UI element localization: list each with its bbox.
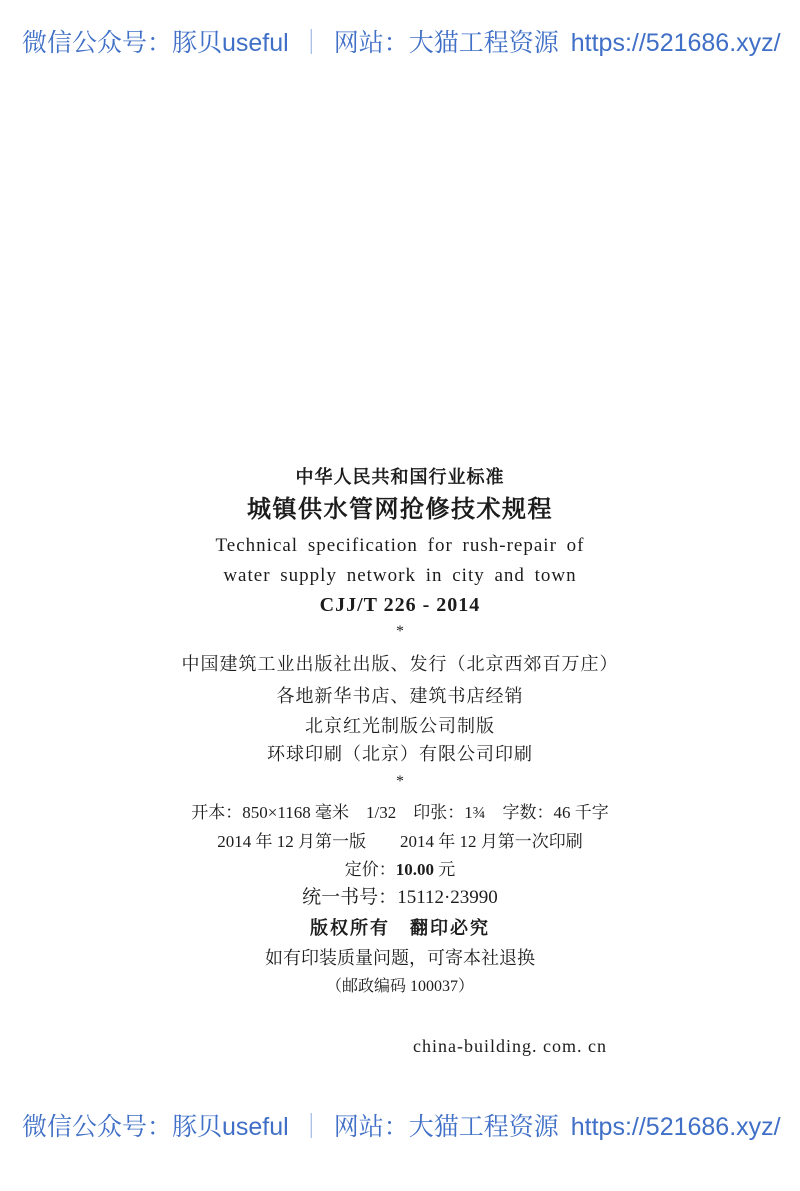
quality-return-notice: 如有印装质量问题，可寄本社退换 [265,948,535,968]
edition-spec-line: 2014 年 12 月第一版 2014 年 12 月第一次印刷 [217,832,583,851]
watermark-site-label: 网站：大猫工程资源 [333,1113,559,1141]
publisher-website: china-building. com. cn [413,1036,607,1056]
watermark-site-label: 网站：大猫工程资源 [333,29,559,57]
divider-star-bottom: * [396,773,404,790]
publisher-line: 中国建筑工业出版社出版、发行（北京西郊百万庄） [181,654,619,674]
isbn-line [0,886,800,910]
postal-code-line: （邮政编码 100037） [325,978,474,995]
platemaker-line: 北京红光制版公司制版 [305,716,495,736]
title-english-line1: Technical specification for rush-repair of [215,535,585,556]
price-value: 10.00 [395,860,434,879]
watermark-separator: ｜ [298,29,324,57]
standard-code: CJJ/T 226 - 2014 [319,594,481,616]
price-line [0,859,800,881]
title-english-line2: water supply network in city and town [223,565,577,586]
watermark-wechat-label: 微信公众号：豚贝useful [22,1113,289,1141]
isbn-label: 统一书号： [302,887,398,908]
divider-star-top: * [396,623,404,640]
distributor-line: 各地新华书店、建筑书店经销 [276,686,524,706]
watermark-wechat-label: 微信公众号：豚贝useful [22,29,289,57]
copyright-notice: 版权所有 翻印必究 [310,918,490,938]
watermark-url: https://521686.xyz/ [570,1113,781,1141]
price-unit: 元 [434,860,456,879]
format-spec-line: 开本：850×1168 毫米 1/32 印张：1¾ 字数：46 千字 [191,803,609,822]
standard-category-label: 中华人民共和国行业标准 [295,467,505,487]
watermark-banner-bottom [22,1112,782,1142]
watermark-banner-top [22,28,782,58]
watermark-separator: ｜ [298,1113,324,1141]
watermark-url: https://521686.xyz/ [570,29,781,57]
title-chinese: 城镇供水管网抢修技术规程 [247,496,553,523]
isbn-value: 15112·23990 [397,887,498,908]
price-label: 定价： [344,860,396,879]
printer-line: 环球印刷（北京）有限公司印刷 [267,744,533,764]
colophon-block [0,467,800,1057]
